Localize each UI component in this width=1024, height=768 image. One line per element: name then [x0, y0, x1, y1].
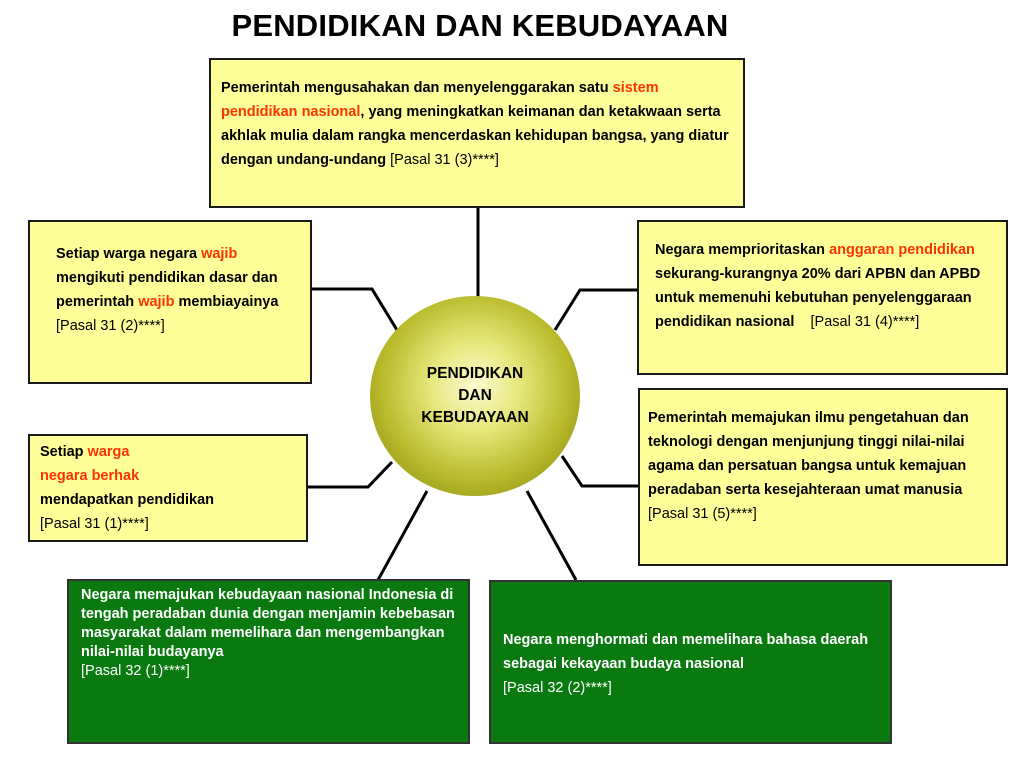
- box-pasal-31-2: [28, 220, 312, 384]
- page-title: PENDIDIKAN DAN KEBUDAYAAN: [231, 8, 729, 43]
- article-reference: [Pasal 31 (4)****]: [794, 314, 920, 330]
- box-pasal-31-1: [28, 434, 308, 542]
- connector-left-upper: [312, 289, 400, 335]
- box-text: mendapatkan pendidikan: [40, 492, 215, 508]
- connector-right-lower: [562, 456, 640, 486]
- center-label-line: KEBUDAYAAN: [421, 409, 529, 426]
- highlight-text: anggaran pendidikan: [829, 242, 975, 258]
- article-reference: [Pasal 31 (1)****]: [40, 516, 149, 532]
- box-text: Negara memprioritaskan: [655, 242, 830, 258]
- connector-right-upper: [555, 290, 638, 330]
- article-reference: [Pasal 32 (2)****]: [503, 680, 612, 696]
- box-pasal-31-4: [637, 220, 1008, 375]
- article-reference: [Pasal 32 (1)****]: [81, 663, 190, 679]
- article-reference: [Pasal 31 (3)****]: [386, 152, 499, 168]
- box-text: Pemerintah mengusahakan dan menyelenggarakan satu: [221, 80, 613, 96]
- box-text: Setiap warga negara: [56, 246, 202, 262]
- box-text: sekurang-kurangnya 20% dari APBN dan APBD untuk memenuhi kebutuhan penyelenggaraan pendidikan nasional: [655, 266, 981, 330]
- box-pasal-31-3: [209, 58, 745, 208]
- center-label-line: PENDIDIKAN: [426, 365, 524, 382]
- center-label-line: DAN: [458, 387, 492, 404]
- highlight-text: negara berhak: [40, 468, 140, 484]
- box-pasal-31-5: [638, 388, 1008, 566]
- box-text: mengikuti pendidikan dasar dan pemerintah: [56, 270, 278, 310]
- box-text: Setiap: [40, 444, 88, 460]
- box-text: , yang meningkatkan keimanan dan ketakwaan serta akhlak mulia dalam rangka mencerdaskan kehidupan bangsa, yang diatur dengan undang-undang: [221, 104, 729, 168]
- box-text: membiayainya: [174, 294, 279, 310]
- box-text: Pemerintah memajukan ilmu pengetahuan dan teknologi dengan menjunjung tinggi nilai-nilai agama dan persatuan bangsa untuk kemajuan peradaban serta kesejahteraan umat manusia: [648, 410, 969, 498]
- highlight-text: sistem pendidikan nasional: [221, 80, 659, 120]
- article-reference: [Pasal 31 (5)****]: [648, 506, 757, 522]
- box-pasal-32-1: [67, 579, 470, 744]
- highlight-text: wajib: [138, 294, 175, 310]
- connector-bottom-left: [378, 491, 427, 580]
- box-text: Negara menghormati dan memelihara bahasa daerah sebagai kekayaan budaya nasional: [503, 632, 869, 672]
- article-reference: [Pasal 31 (2)****]: [56, 318, 165, 334]
- highlight-text: warga: [87, 444, 130, 460]
- box-pasal-32-2: [489, 580, 892, 744]
- box-text: Negara memajukan kebudayaan nasional Indonesia di tengah peradaban dunia dengan menjamin kebebasan masyarakat dalam memelihara dan mengembangkan nilai-nilai budayanya: [81, 587, 455, 660]
- center-circle: [370, 296, 580, 496]
- connector-left-lower: [308, 462, 392, 487]
- connector-bottom-right: [527, 491, 576, 580]
- highlight-text: wajib: [201, 246, 238, 262]
